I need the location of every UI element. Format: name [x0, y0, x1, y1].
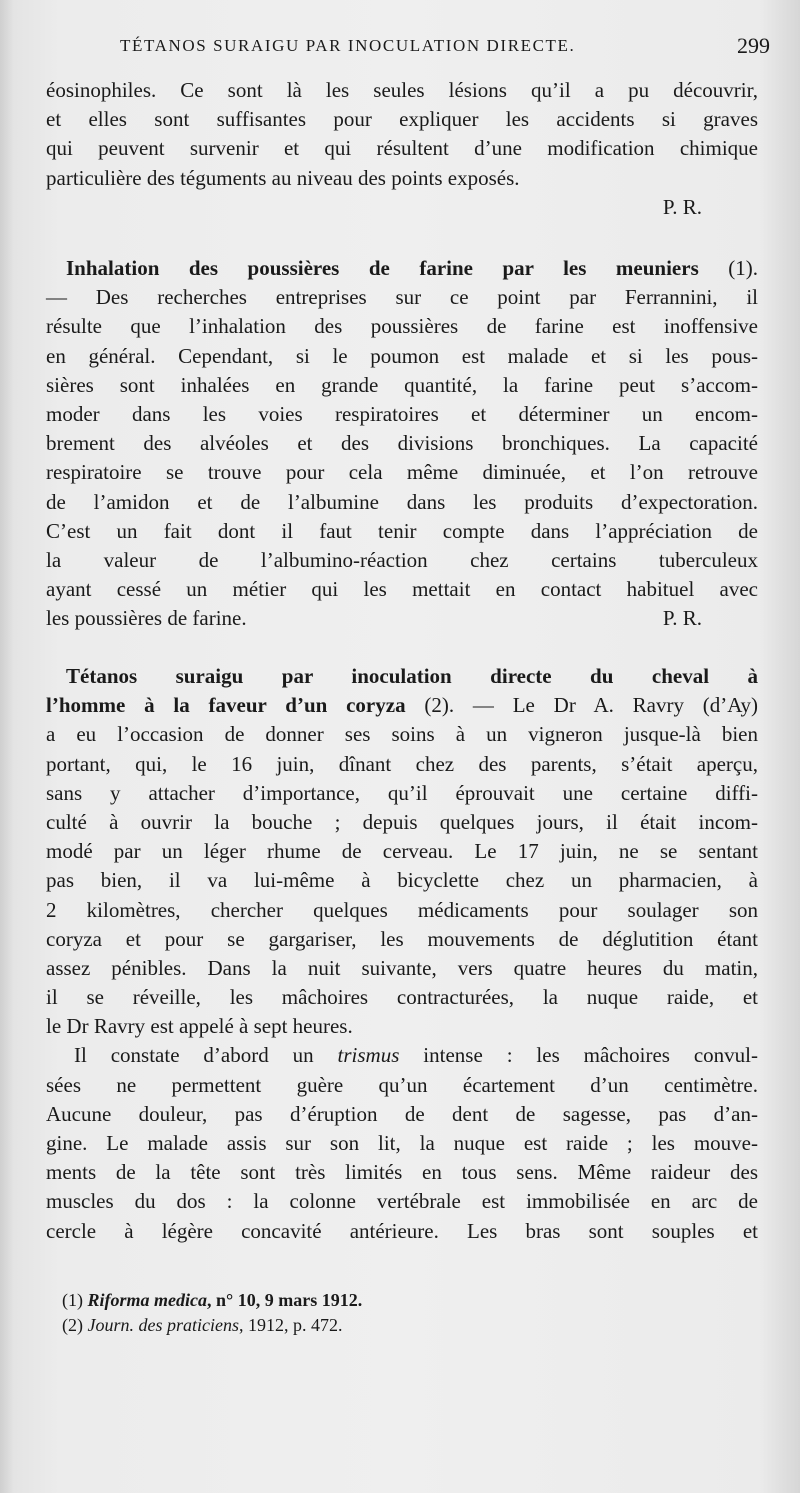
text-line: le Dr Ravry est appelé à sept heures. — [46, 1014, 353, 1039]
article-inhalation — [46, 254, 758, 633]
footnote-2 — [62, 1313, 662, 1338]
footnote-mark: (2) — [62, 1315, 88, 1335]
text-line: et elles sont suffisantes pour expliquer les accidents si graves — [46, 107, 758, 132]
text-line: résulte que l’inhalation des poussières de farine est inoffensive — [46, 314, 758, 339]
text-line: Aucune douleur, pas d’éruption de dent de sagesse, pas d’an- — [46, 1101, 758, 1126]
footnote-source: Riforma medica — [87, 1290, 207, 1310]
footnote-1 — [62, 1288, 662, 1313]
text-span: intense : les mâchoires convul- — [399, 1043, 758, 1068]
article-tetanos — [46, 662, 758, 1246]
text-line: respiratoire se trouve pour cela même diminuée, et l’on retrouve — [46, 460, 758, 485]
text-line: particulière des téguments au niveau des points exposés. — [46, 165, 520, 190]
text-line: muscles du dos : la colonne vertébrale est immobilisée en arc de — [46, 1189, 758, 1214]
text-line — [46, 604, 758, 633]
text-line: portant, qui, le 16 juin, dînant chez des parents, s’était aperçu, — [46, 751, 758, 776]
page-number: 299 — [737, 33, 770, 58]
text-line: a eu l’occasion de donner ses soins à un vigneron jusque-là bien — [46, 722, 758, 747]
text-line: pas bien, il va lui-même à bicyclette chez un pharmacien, à — [46, 868, 758, 893]
text-line: de l’amidon et de l’albumine dans les produits d’expectoration. — [46, 489, 758, 514]
running-header — [120, 33, 770, 64]
text-line: ments de la tête sont très limités en tous sens. Même raideur des — [46, 1160, 758, 1185]
text-line: modé par un léger rhume de cerveau. Le 17 juin, ne se sentant — [46, 839, 758, 864]
text-last: les poussières de farine. — [46, 606, 247, 631]
text-line — [46, 1041, 758, 1070]
text-span: Il constate d’abord un — [74, 1043, 338, 1068]
text-line: gine. Le malade assis sur son lit, la nuque est raide ; les mouve- — [46, 1131, 758, 1155]
footnotes — [62, 1288, 662, 1338]
text-line: en général. Cependant, si le poumon est malade et si les pous- — [46, 343, 758, 368]
text-line: la valeur de l’albumino-réaction chez certains tuberculeux — [46, 547, 758, 572]
footnote-detail: , 1912, p. 472. — [238, 1315, 343, 1335]
text-line: (2). — Le Dr A. Ravry (d’Ay) — [405, 693, 759, 718]
article-title: Tétanos suraigu par inoculation directe du cheval à — [66, 664, 758, 688]
text-line: assez pénibles. Dans la nuit suivante, vers quatre heures du matin, — [46, 955, 758, 980]
text-line: éosinophiles. Ce sont là les seules lésions qu’il a pu découvrir, — [46, 78, 758, 102]
paragraph-continuation — [46, 76, 758, 222]
footnote-ref: (1). — [698, 256, 758, 280]
text-line: sées ne permettent guère qu’un écartement d’un centimètre. — [46, 1072, 758, 1097]
text-line: brement des alvéoles et des divisions bronchiques. La capacité — [46, 431, 758, 456]
article-title: Inhalation des poussières de farine par les meuniers — [66, 256, 699, 280]
text-line: cercle à légère concavité antérieure. Les bras sont souples et — [46, 1218, 758, 1243]
text-line: sières sont inhalées en grande quantité, la farine peut s’accom- — [46, 372, 758, 397]
italic-term: trismus — [337, 1043, 400, 1068]
footnote-mark: (1) — [62, 1290, 88, 1310]
article-title-line2 — [46, 691, 758, 720]
running-title: TÉTANOS SURAIGU PAR INOCULATION DIRECTE. — [120, 36, 576, 55]
signature: P. R. — [662, 194, 702, 219]
text-line: ayant cessé un métier qui les mettait en contact habituel avec — [46, 577, 758, 602]
text-line: C’est un fait dont il faut tenir compte dans l’appréciation de — [46, 518, 758, 543]
text-line: coryza et pour se gargariser, les mouvements de déglutition étant — [46, 926, 758, 951]
footnote-source: Journ. des praticiens — [87, 1315, 239, 1335]
text-line: culté à ouvrir la bouche ; depuis quelques jours, il était incom- — [46, 809, 758, 834]
article-title-cont: l’homme à la faveur d’un coryza — [46, 693, 406, 718]
text-line: — Des recherches entreprises sur ce point par Ferrannini, il — [46, 285, 758, 310]
signature: P. R. — [662, 606, 702, 631]
footnote-detail: , n° 10, 9 mars 1912. — [207, 1290, 363, 1310]
text-line: il se réveille, les mâchoires contracturées, la nuque raide, et — [46, 985, 758, 1010]
text-line: 2 kilomètres, chercher quelques médicaments pour soulager son — [46, 897, 758, 922]
text-line: qui peuvent survenir et qui résultent d’une modification chimique — [46, 136, 758, 161]
text-line: moder dans les voies respiratoires et déterminer un encom- — [46, 401, 758, 426]
text-line: sans y attacher d’importance, qu’il éprouvait une certaine diffi- — [46, 780, 758, 805]
article-title-line — [46, 254, 758, 283]
